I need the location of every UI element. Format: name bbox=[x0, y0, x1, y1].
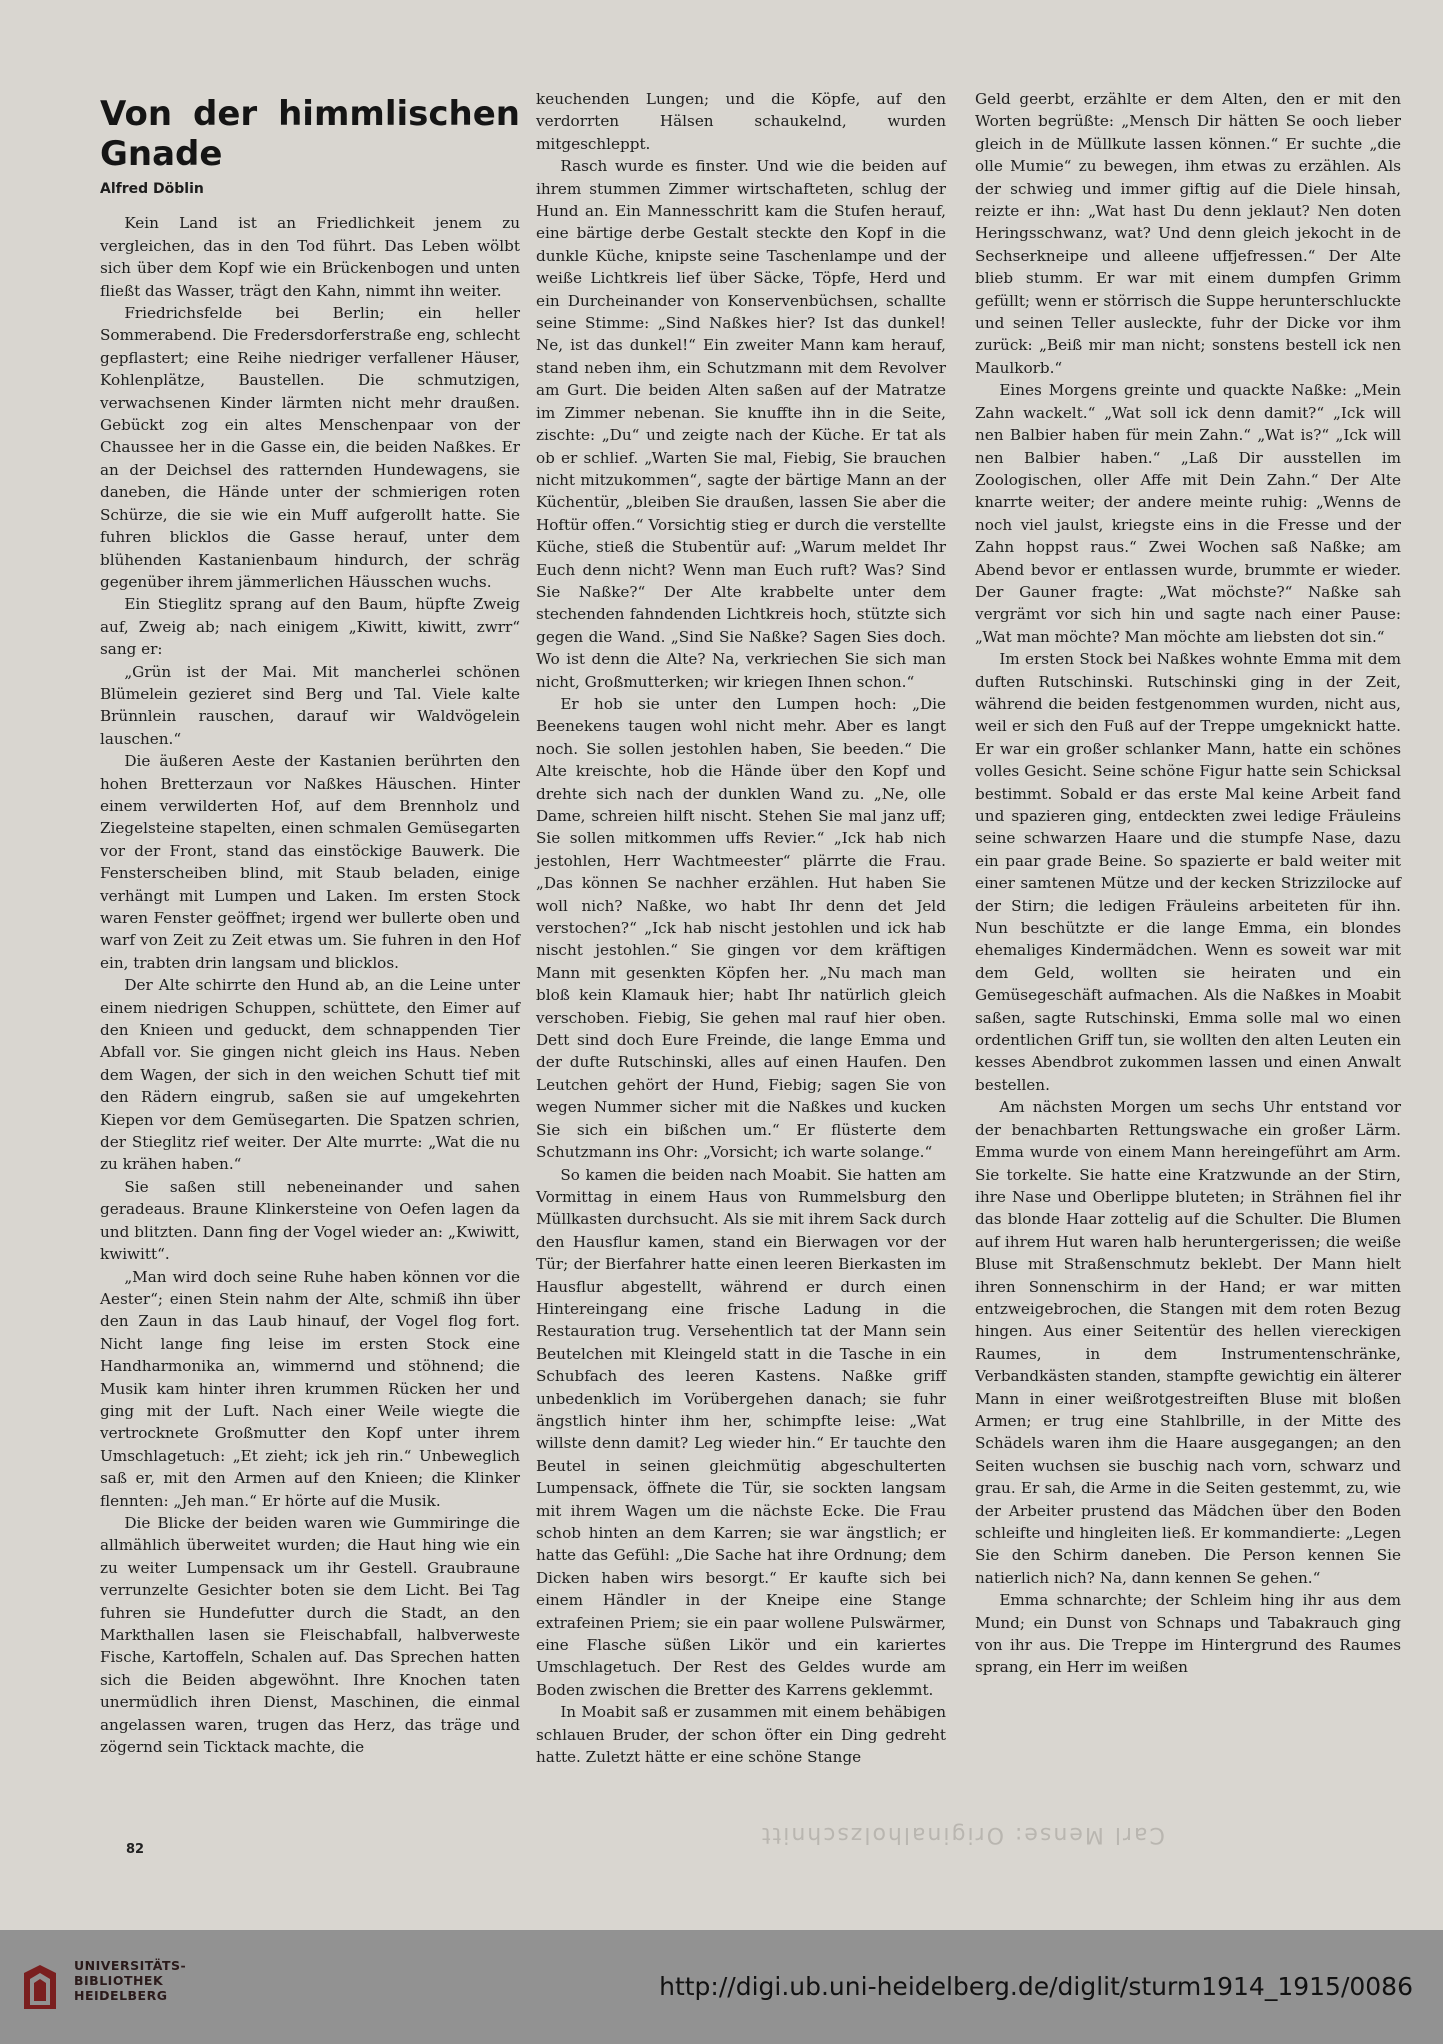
library-name-line: UNIVERSITÄTS- bbox=[74, 1958, 187, 1973]
paragraph: „Grün ist der Mai. Mit mancherlei schönen Blümelein gezieret sind Berg und Tal. Viele kalte Brünnlein rauschen, darauf wir Waldvögelein lauschen.“ bbox=[100, 662, 520, 748]
paragraph: Im ersten Stock bei Naßkes wohnte Emma mit dem duften Rutschinski. Rutschinski ging in der Zeit, während die beiden festgenommen wurden, nicht aus, weil er sich den Fuß auf der Treppe umgeknickt hatte. Er war ein großer schlanker Mann, hatte ein schönes volles Gesicht. Seine schöne Figur hatte sein Schicksal bestimmt. Sobald er das erste Mal keine Arbeit fand und spazieren ging, entdeckten zwei ledige Fräuleins seine schwarzen Haare und die stumpfe Nase, dazu ein paar grade Beine. So spazierte er bald weiter mit einer samtenen Mütze und der kecken Strizzilocke auf der Stirn; die ledigen Fräuleins arbeiteten für ihn. Nun beschützte er die lange Emma, ein blondes ehemaliges Kindermädchen. Wenn es soweit war mit dem Geld, wollten sie heiraten und ein Gemüsegeschäft aufmachen. Als die Naßkes in Moabit saßen, sagte Rutschinski, Emma solle mal wo einen ordentlichen Griff tun, sie wollten den alten Leuten ein kesses Abendbrot zukommen lassen und einen Anwalt bestellen. bbox=[975, 650, 1401, 1094]
paragraph: So kamen die beiden nach Moabit. Sie hatten am Vormittag in einem Haus von Rummelsburg den Müllkasten durchsucht. Als sie mit ihrem Sack durch den Hausflur kamen, stand ein Bierwagen vor der Tür; der Bierfahrer hatte einen leeren Bierkasten im Hausflur abgestellt, während er durch einen Hintereingang eine frische Ladung in die Restauration trug. Versehentlich tat der Mann sein Beutelchen mit Kleingeld statt in die Tasche in ein Schubfach des leeren Kastens. Naßke griff unbedenklich im Vorübergehen danach; sie fuhr ängstlich hinter ihm her, schimpfte leise: „Wat willste denn damit? Leg wieder hin.“ Er tauchte den Beutel in seinen gleichmütig abgeschulterten Lumpensack, öffnete die Tür, sie sockten langsam mit ihrem Wagen um die nächste Ecke. Die Frau schob hinten an dem Karren; sie war ängstlich; er hatte das Gefühl: „Die Sache hat ihre Ordnung; dem Dicken haben wirs besorgt.“ Er kaufte sich bei einem Händler in der Kneipe eine Stange extrafeinen Priem; sie ein paar wollene Pulswärmer, eine Flasche süßen Likör und ein kariertes Umschlagetuch. Der Rest des Geldes wurde am Boden zwischen die Bretter des Karrens geklemmt. bbox=[536, 1165, 946, 1699]
text-column-2 bbox=[536, 88, 946, 1768]
paragraph: Sie saßen still nebeneinander und sahen geradeaus. Braune Klinkersteine von Oefen lagen da und blitzten. Dann fing der Vogel wieder an: „Kwiwitt, kwiwitt“. bbox=[100, 1177, 520, 1264]
footer-bar bbox=[0, 1930, 1443, 2044]
show-through-caption: Carl Mense: Originalholzschnitt bbox=[760, 1822, 1165, 1847]
library-name-line: BIBLIOTHEK bbox=[74, 1973, 164, 1988]
paragraph: Rasch wurde es finster. Und wie die beiden auf ihrem stummen Zimmer wirtschafteten, schlug der Hund an. Ein Mannesschritt kam die Stufen herauf, eine bärtige derbe Gestalt steckte den Kopf in die dunkle Küche, knipste seine Taschenlampe und der weiße Lichtkreis lief über Säcke, Töpfe, Herd und ein Durcheinander von Konservenbüchsen, schallte seine Stimme: „Sind Naßkes hier? Ist das dunkel! Ne, ist das dunkel!“ Ein zweiter Mann kam herauf, stand neben ihm, ein Schutzmann mit dem Revolver am Gurt. Die beiden Alten saßen auf der Matratze im Zimmer nebenan. Sie knuffte ihn in die Seite, zischte: „Du“ und zeigte nach der Küche. Er tat als ob er schlief. „Warten Sie mal, Fiebig, Sie brauchen nicht mitzukommen“, sagte der bärtige Mann an der Küchentür, „bleiben Sie draußen, lassen Sie aber die Hoftür offen.“ Vorsichtig stieg er durch die verstellte Küche, stieß die Stubentür auf: „Warum meldet Ihr Euch denn nicht? Wenn man Euch ruft? Was? Sind Sie Naßke?“ Der Alte krabbelte unter dem stechenden fahndenden Lichtkreis hoch, stützte sich gegen die Wand. „Sind Sie Naßke? Sagen Sies doch. Wo ist denn die Alte? Na, verkriechen Sie sich man nicht, Großmutterken; wir kriegen Ihnen schon.“ bbox=[536, 157, 946, 691]
paragraph: Kein Land ist an Friedlichkeit jenem zu vergleichen, das in den Tod führt. Das Leben wölbt sich über dem Kopf wie ein Brückenbogen und unten fließt das Wasser, trägt den Kahn, nimmt ihn weiter. bbox=[100, 214, 520, 300]
paragraph: Emma schnarchte; der Schleim hing ihr aus dem Mund; ein Dunst von Schnaps und Tabakrauch ging von ihr aus. Die Treppe im Hintergrund des Raumes sprang, ein Herr im weißen bbox=[975, 1591, 1401, 1677]
paragraph: „Man wird doch seine Ruhe haben können vor die Aester“; einen Stein nahm der Alte, schmiß ihn über den Zaun in das Laub hinauf, der Vogel flog fort. Nicht lange fing leise im ersten Stock eine Handharmonika an, wimmernd und stöhnend; die Musik kam hinter ihren krummen Rücken her und ging mit der Luft. Nach einer Weile wiegte die vertrocknete Großmutter den Kopf unter ihrem Umschlagetuch: „Et zieht; ick jeh rin.“ Unbeweglich saß er, mit den Armen auf den Knieen; die Klinker flennten: „Jeh man.“ Er hörte auf die Musik. bbox=[100, 1267, 520, 1510]
paragraph: Am nächsten Morgen um sechs Uhr entstand vor der benachbarten Rettungswache ein großer Lärm. Emma wurde von einem Mann hereingeführt am Arm. Sie torkelte. Sie hatte eine Kratzwunde an der Stirn, ihre Nase und Oberlippe bluteten; in Strähnen fiel ihr das blonde Haar zottelig auf die Schulter. Die Blumen auf ihrem Hut waren halb heruntergerissen; die weiße Bluse mit Straßenschmutz beklebt. Der Mann hielt ihren Sonnenschirm in der Hand; er war mitten entzweigebrochen, die Stangen mit dem roten Bezug hingen. Aus einer Seitentür des hellen viereckigen Raumes, in dem Instrumentenschränke, Verbandkästen standen, stampfte gewichtig ein älterer Mann in einer weißrotgestreiften Bluse mit bloßen Armen; er trug eine Stahlbrille, in der Mitte des Schädels waren ihm die Haare ausgegangen; an den Seiten wuchsen sie buschig nach vorn, schwarz und grau. Er sah, die Arme in die Seiten gestemmt, zu, wie der Arbeiter prustend das Mädchen über den Boden schleifte und hingleiten ließ. Er kommandierte: „Legen Sie den Schirm daneben. Die Person kennen Sie natierlich nich? Na, dann kennen Se gehen.“ bbox=[975, 1098, 1401, 1587]
article-title: Von der himmlischen Gnade bbox=[100, 94, 520, 174]
text-column-1 bbox=[100, 88, 520, 1758]
article-author: Alfred Döblin bbox=[100, 181, 204, 197]
paragraph: Der Alte schirrte den Hund ab, an die Leine unter einem niedrigen Schuppen, schüttete, den Eimer auf den Knieen und geduckt, dem schnappenden Tier Abfall vor. Sie gingen nicht gleich ins Haus. Neben dem Wagen, der sich in den weichen Schutt tief mit den Rädern eingrub, saßen sie auf umgekehrten Kiepen vor dem Gemüsegarten. Die Spatzen schrien, der Stieglitz rief weiter. Der Alte murrte: „Wat die nu zu krähen haben.“ bbox=[100, 976, 520, 1174]
university-library-logo-icon bbox=[20, 1963, 60, 2011]
paragraph: Geld geerbt, erzählte er dem Alten, den er mit den Worten begrüßte: „Mensch Dir hätten Se ooch lieber gleich in de Müllkute lassen können.“ Er suchte „die olle Mumie“ zu bewegen, ihm etwas zu erzählen. Als der schwieg und immer giftig auf die Diele hinsah, reizte er ihn: „Wat hast Du denn jeklaut? Nen doten Heringsschwanz, wat? Und denn gleich jekocht in de Sechserkneipe und alleene uffjefressen.“ Der Alte blieb stumm. Er war mit einem dumpfen Grimm gefüllt; wenn er störrisch die Suppe herunterschluckte und seinen Teller ausleckte, fuhr der Dicke vor ihm zurück: „Beiß mir man nicht; sonstens bestell ick nen Maulkorb.“ bbox=[975, 90, 1401, 377]
library-name bbox=[74, 1958, 186, 2003]
paragraph: In Moabit saß er zusammen mit einem behäbigen schlauen Bruder, der schon öfter ein Ding gedreht hatte. Zuletzt hätte er eine schöne Stange bbox=[536, 1703, 946, 1767]
paragraph: Ein Stieglitz sprang auf den Baum, hüpfte Zweig auf, Zweig ab; nach einigem „Kiwitt, kiwitt, zwrr“ sang er: bbox=[100, 595, 520, 659]
text-column-3 bbox=[975, 88, 1401, 1679]
paragraph: Friedrichsfelde bei Berlin; ein heller Sommerabend. Die Fredersdorferstraße eng, schlecht gepflastert; eine Reihe niedriger verfallener Häuser, Kohlenplätze, Baustellen. Die schmutzigen, verwachsenen Kinder lärmten nicht mehr draußen. Gebückt zog ein altes Menschenpaar von der Chaussee her in die Gasse ein, die beiden Naßkes. Er an der Deichsel des ratternden Hundewagens, sie daneben, die Hände unter der schmierigen roten Schürze, die sie wie ein Muff aufgerollt hatte. Sie fuhren blicklos die Gasse herauf, unter dem blühenden Kastanienbaum hindurch, der schräg gegenüber ihrem jämmerlichen Häusschen wuchs. bbox=[100, 304, 520, 591]
paragraph: Eines Morgens greinte und quackte Naßke: „Mein Zahn wackelt.“ „Wat soll ick denn damit?“ „Ick will nen Balbier haben für mein Zahn.“ „Wat is?“ „Ick will nen Balbier haben.“ „Laß Dir ausstellen im Zoologischen, oller Affe mit Dein Zahn.“ Der Alte knarrte weiter; der andere meinte ruhig: „Wenns de noch viel jaulst, kriegste eins in die Fresse und der Zahn hoppst raus.“ Zwei Wochen saß Naßke; am Abend bevor er entlassen wurde, brummte er wieder. Der Gauner fragte: „Wat möchste?“ Naßke sah vergrämt vor sich hin und sagte nach einer Pause: „Wat man möchte? Man möchte am liebsten dot sin.“ bbox=[975, 381, 1401, 646]
paragraph: Er hob sie unter den Lumpen hoch: „Die Beenekens taugen wohl nicht mehr. Aber es langt noch. Sie sollen jestohlen haben, Sie beeden.“ Die Alte kreischte, hob die Hände über den Kopf und drehte sich nach der dunklen Wand zu. „Ne, olle Dame, schreien hilft nischt. Stehen Sie mal janz uff; Sie sollen mitkommen uffs Revier.“ „Ick hab nich jestohlen, Herr Wachtmeester“ plärrte die Frau. „Das können Se nachher erzählen. Hut haben Sie woll nich? Naßke, wo habt Ihr denn det Jeld verstochen?“ „Ick hab nischt jestohlen und ick hab nischt jestohlen.“ Sie gingen vor dem kräftigen Mann mit gesenkten Köpfen her. „Nu mach man bloß kein Klamauk hier; habt Ihr natürlich gleich verschoben. Fiebig, Sie gehen mal rauf hier oben. Dett sind doch Eure Freinde, die lange Emma und der dufte Rutschinski, alles auf einen Haufen. Den Leutchen gehört der Hund, Fiebig; sagen Sie von wegen Nummer sicher mit die Naßkes und kucken Sie sich ein bißchen um.“ Er flüsterte dem Schutzmann ins Ohr: „Vorsicht; ich warte solange.“ bbox=[536, 694, 946, 1162]
library-name-line: HEIDELBERG bbox=[74, 1988, 168, 2003]
paragraph: keuchenden Lungen; und die Köpfe, auf den verdorrten Hälsen schaukelnd, wurden mitgeschleppt. bbox=[536, 90, 946, 153]
page-number: 82 bbox=[126, 1842, 145, 1857]
paragraph: Die Blicke der beiden waren wie Gummiringe die allmählich überweitet wurden; die Haut hing wie ein zu weiter Lumpensack um ihr Gestell. Graubraune verrunzelte Gesichter boten sie dem Licht. Bei Tag fuhren sie Hundefutter durch die Stadt, an den Markthallen lasen sie Fleischabfall, halbverweste Fische, Kartoffeln, Schalen auf. Das Sprechen hatten sich die Beiden abgewöhnt. Ihre Knochen taten unermüdlich ihren Dienst, Maschinen, die einmal angelassen waren, trugen das Herz, das träge und zögernd sein Ticktack machte, die bbox=[100, 1513, 520, 1757]
paragraph: Die äußeren Aeste der Kastanien berührten den hohen Bretterzaun vor Naßkes Häuschen. Hinter einem verwilderten Hof, auf dem Brennholz und Ziegelsteine stapelten, einen schmalen Gemüsegarten vor der Front, stand das einstöckige Bauwerk. Die Fensterscheiben blind, mit Staub beladen, einige verhängt mit Lumpen und Laken. Im ersten Stock waren Fenster geöffnet; irgend wer bullerte oben und warf von Zeit zu Zeit etwas um. Sie fuhren in den Hof ein, trabten drin langsam und blicklos. bbox=[100, 752, 520, 972]
source-url-link[interactable]: http://digi.ub.uni-heidelberg.de/diglit/sturm1914_1915/0086 bbox=[659, 1972, 1413, 2001]
